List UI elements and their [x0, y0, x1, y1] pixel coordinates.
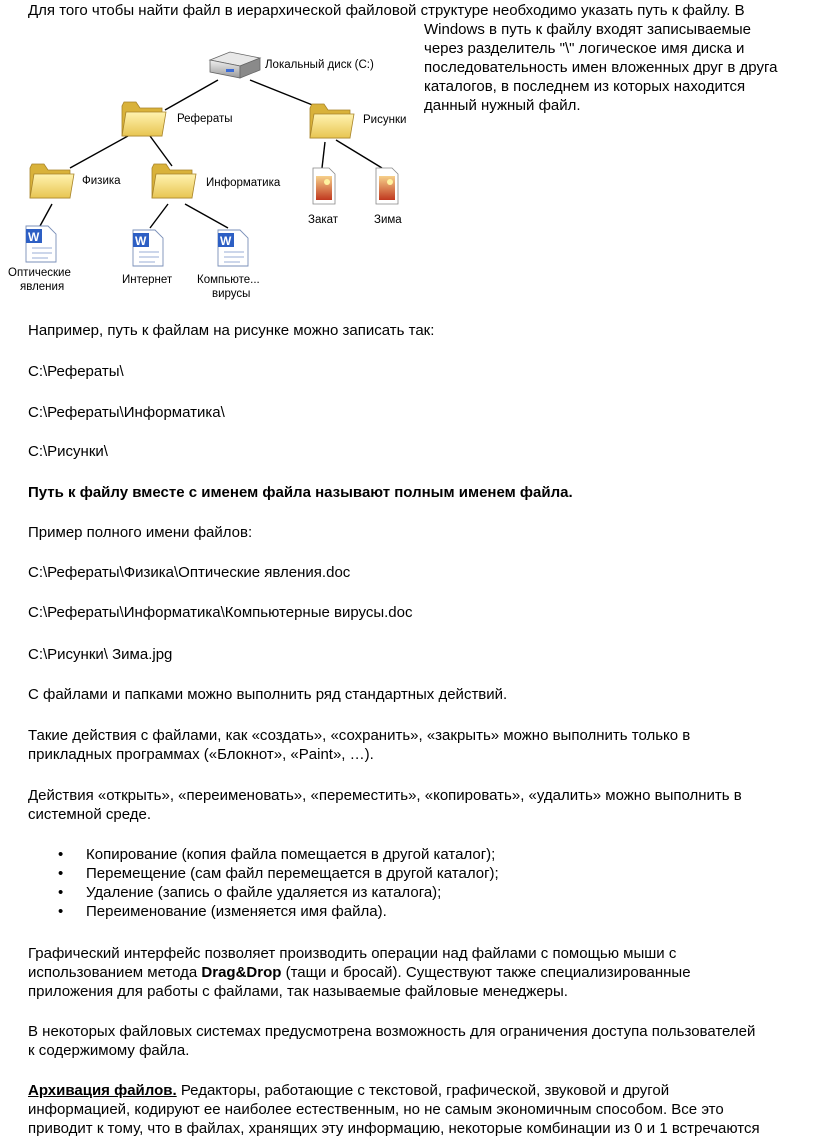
tree-label-zakat: Закат: [308, 214, 339, 226]
full-path-1: C:\Рефераты\Физика\Оптические явления.doc: [28, 564, 351, 581]
folder-icon: [152, 164, 196, 198]
actions-list: [56, 845, 499, 921]
svg-text:W: W: [28, 230, 40, 244]
line-informatika-internet: [150, 204, 168, 228]
archive-paragraph: [28, 1081, 760, 1138]
list-item: [56, 902, 499, 921]
tree-lines: [40, 80, 382, 228]
app-actions-line-2: прикладных программах («Блокнот», «Paint», …).: [28, 746, 374, 763]
image-file-icon: [376, 168, 398, 204]
intro-line-6: данный нужный файл.: [424, 97, 581, 114]
sys-actions-line-2: системной среде.: [28, 806, 152, 823]
access-line-1: В некоторых файловых системах предусмотрена возможность для ограничения доступа пользователей: [28, 1023, 756, 1040]
gui-line-2-c: (тащи и бросай). Существуют также специализированные: [281, 964, 691, 981]
image-file-icon: [313, 168, 335, 204]
word-document-icon: [26, 226, 56, 262]
access-paragraph: [28, 1022, 755, 1060]
path-3: C:\Рисунки\: [28, 443, 108, 460]
tree-label-risunki: Рисунки: [363, 114, 407, 126]
disk-icon: [210, 52, 260, 78]
list-item: [56, 845, 499, 864]
list-item: [56, 883, 499, 902]
tree-label-comp-1: Компьюте...: [197, 274, 260, 286]
archive-line-2: информацией, кодируют ее наиболее естественным, но не самым экономичным способом. Все это: [28, 1101, 724, 1118]
intro-line-4: последовательность имен вложенных друг в друга: [424, 59, 778, 76]
full-path-3: C:\Рисунки\ Зима.jpg: [28, 646, 173, 663]
svg-text:W: W: [220, 234, 232, 248]
tree-label-opt-2: явления: [20, 281, 65, 293]
list-item-text: Перемещение (сам файл перемещается в другой каталог);: [86, 865, 499, 882]
line-referaty-fizika: [70, 136, 128, 168]
word-document-icon: [133, 230, 163, 266]
line-risunki-zakat: [322, 142, 325, 168]
actions-intro: С файлами и папками можно выполнить ряд стандартных действий.: [28, 686, 508, 703]
bullet-icon: •: [58, 884, 64, 901]
tree-label-comp-2: вирусы: [212, 288, 251, 300]
intro-line-1: Для того чтобы найти файл в иерархической файловой структуре необходимо указать путь к файлу. В: [28, 2, 745, 19]
list-item-text: Переименование (изменяется имя файла).: [86, 903, 387, 920]
tree-label-fizika: Физика: [82, 175, 121, 187]
intro-paragraph: [424, 20, 794, 115]
file-tree-diagram: [0, 46, 420, 306]
archive-heading: Архивация файлов.: [28, 1082, 177, 1099]
gui-line-2-a: использованием метода: [28, 964, 202, 981]
bullet-icon: •: [58, 846, 64, 863]
path-2: C:\Рефераты\Информатика\: [28, 404, 225, 421]
archive-line-1: [28, 1081, 760, 1100]
intro-line-2: Windows в путь к файлу входят записываемые: [424, 21, 751, 38]
example-intro: Например, путь к файлам на рисунке можно записать так:: [28, 322, 435, 339]
app-actions-line-1: Такие действия с файлами, как «создать», «сохранить», «закрыть» можно выполнить только в: [28, 727, 691, 744]
tree-label-referaty: Рефераты: [177, 113, 233, 125]
gui-line-3: приложения для работы с файлами, так называемые файловые менеджеры.: [28, 983, 568, 1000]
folder-icon: [310, 104, 354, 138]
line-referaty-informatika: [150, 136, 172, 166]
gui-line-1: Графический интерфейс позволяет производить операции над файлами с помощью мыши с: [28, 945, 677, 962]
gui-line-2: [28, 963, 691, 982]
tree-label-disk: Локальный диск (C:): [265, 59, 374, 71]
tree-label-zima: Зима: [374, 214, 402, 226]
word-document-icon: [218, 230, 248, 266]
access-line-2: к содержимому файла.: [28, 1042, 190, 1059]
app-actions-paragraph: [28, 726, 690, 764]
sys-actions-line-1: Действия «открыть», «переименовать», «переместить», «копировать», «удалить» можно выполнить в: [28, 787, 742, 804]
archive-line-3: приводит к тому, что в файлах, хранящих эту информацию, некоторые комбинации из 0 и 1 встречаются: [28, 1120, 760, 1137]
gui-paragraph: [28, 944, 691, 1001]
intro-line-3: через разделитель "\" логическое имя диска и: [424, 40, 745, 57]
line-risunki-zima: [336, 140, 382, 168]
line-disk-referaty: [165, 80, 218, 110]
intro-line-5: каталогов, в последнем из которых находится: [424, 78, 746, 95]
archive-line-1-text: Редакторы, работающие с текстовой, графической, звуковой и другой: [176, 1082, 670, 1099]
list-item: [56, 864, 499, 883]
full-name-definition: Путь к файлу вместе с именем файла называют полным именем файла.: [28, 484, 573, 501]
bullet-icon: •: [58, 903, 64, 920]
bullet-icon: •: [58, 865, 64, 882]
line-fizika-opt: [40, 204, 52, 226]
sys-actions-paragraph: [28, 786, 742, 824]
line-informatika-comp: [185, 204, 228, 228]
list-item-text: Удаление (запись о файле удаляется из каталога);: [86, 884, 442, 901]
tree-label-informatika: Информатика: [206, 177, 281, 189]
folder-icon: [30, 164, 74, 198]
drag-drop-term: Drag&Drop: [201, 964, 282, 981]
list-item-text: Копирование (копия файла помещается в другой каталог);: [86, 846, 496, 863]
tree-label-internet: Интернет: [122, 274, 173, 286]
svg-text:W: W: [135, 234, 147, 248]
full-path-2: C:\Рефераты\Информатика\Компьютерные вирусы.doc: [28, 604, 413, 621]
full-example-intro: Пример полного имени файлов:: [28, 524, 253, 541]
path-1: C:\Рефераты\: [28, 363, 124, 380]
tree-label-opt-1: Оптические: [8, 267, 71, 279]
folder-icon: [122, 102, 166, 136]
